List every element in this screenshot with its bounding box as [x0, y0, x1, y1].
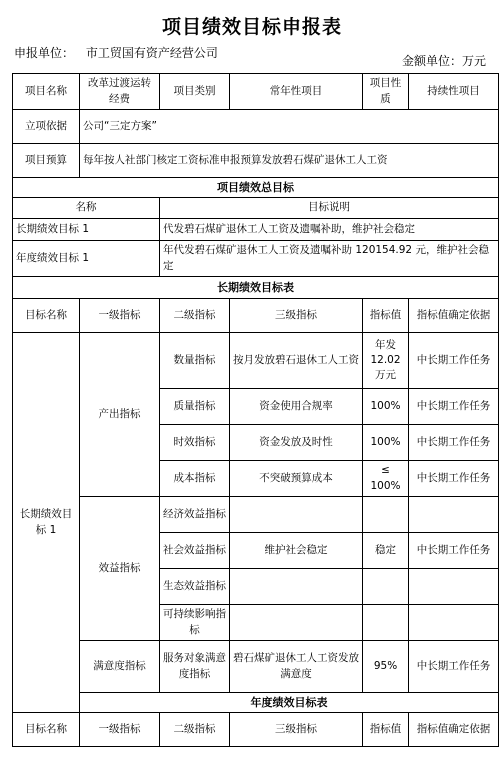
level3-indicator: 碧石煤矿退休工人工资发放满意度 [230, 641, 363, 693]
amount-unit: 金额单位：万元 [401, 54, 486, 68]
overall-goal-desc: 代发碧石煤矿退休工人工资及遗嘱补助，维护社会稳定 [160, 219, 499, 241]
indicator-value: ≤ 100% [363, 461, 409, 497]
level2-indicator: 数量指标 [160, 333, 230, 389]
indicator-value [363, 605, 409, 641]
overall-col-name: 名称 [13, 198, 160, 219]
indicator-basis [409, 569, 499, 605]
level2-indicator: 可持续影响指标 [160, 605, 230, 641]
project-name-label: 项目名称 [13, 74, 80, 110]
longterm-section-title: 长期绩效目标表 [13, 277, 499, 299]
applicant-label: 申报单位： [14, 46, 75, 60]
overall-col-desc: 目标说明 [160, 198, 499, 219]
annual-col-header: 指标值确定依据 [409, 713, 499, 747]
indicator-value: 100% [363, 389, 409, 425]
indicator-basis: 中长期工作任务 [409, 425, 499, 461]
basis-label: 立项依据 [13, 110, 80, 144]
longterm-col-header: 指标值 [363, 299, 409, 333]
level3-indicator [230, 497, 363, 533]
overall-goal-name: 长期绩效目标 1 [13, 219, 160, 241]
project-nature-label: 项目性质 [363, 74, 409, 110]
level1-benefit: 效益指标 [80, 497, 160, 641]
level2-indicator: 社会效益指标 [160, 533, 230, 569]
basis-value: 公司“三定方案” [80, 110, 499, 144]
indicator-basis: 中长期工作任务 [409, 461, 499, 497]
level3-indicator: 资金使用合规率 [230, 389, 363, 425]
project-type-value: 常年性项目 [230, 74, 363, 110]
level3-indicator: 资金发放及时性 [230, 425, 363, 461]
indicator-basis [409, 497, 499, 533]
indicator-basis: 中长期工作任务 [409, 389, 499, 425]
annual-col-header: 目标名称 [13, 713, 80, 747]
annual-col-header: 三级指标 [230, 713, 363, 747]
project-nature-value: 持续性项目 [409, 74, 499, 110]
indicator-value [363, 569, 409, 605]
level2-indicator: 经济效益指标 [160, 497, 230, 533]
level3-indicator: 不突破预算成本 [230, 461, 363, 497]
indicator-basis: 中长期工作任务 [409, 533, 499, 569]
level3-indicator: 按月发放碧石退休工人工资 [230, 333, 363, 389]
project-name-value: 改革过渡运转经费 [80, 74, 160, 110]
level2-indicator: 成本指标 [160, 461, 230, 497]
overall-goal-name: 年度绩效目标 1 [13, 241, 160, 277]
level2-indicator: 生态效益指标 [160, 569, 230, 605]
level2-indicator: 服务对象满意度指标 [160, 641, 230, 693]
longterm-col-header: 指标值确定依据 [409, 299, 499, 333]
longterm-col-header: 三级指标 [230, 299, 363, 333]
applicant-value: 市工贸国有资产经营公司 [85, 46, 218, 60]
annual-section-title: 年度绩效目标表 [80, 693, 499, 713]
level1-output: 产出指标 [80, 333, 160, 497]
level2-indicator: 时效指标 [160, 425, 230, 461]
applicant-line [14, 44, 218, 61]
indicator-basis: 中长期工作任务 [409, 333, 499, 389]
longterm-col-header: 二级指标 [160, 299, 230, 333]
annual-col-header: 二级指标 [160, 713, 230, 747]
indicator-basis [409, 605, 499, 641]
indicator-basis: 中长期工作任务 [409, 641, 499, 693]
longterm-col-header: 一级指标 [80, 299, 160, 333]
indicator-value: 稳定 [363, 533, 409, 569]
indicator-value [363, 497, 409, 533]
level3-indicator [230, 605, 363, 641]
budget-label: 项目预算 [13, 144, 80, 178]
level3-indicator: 维护社会稳定 [230, 533, 363, 569]
indicator-value: 100% [363, 425, 409, 461]
overall-goal-desc: 年代发碧石煤矿退休工人工资及遗嘱补助 120154.92 元，维护社会稳定 [160, 241, 499, 277]
level3-indicator [230, 569, 363, 605]
annual-col-header: 一级指标 [80, 713, 160, 747]
performance-table [12, 73, 499, 747]
longterm-goal-name: 长期绩效目标 1 [13, 333, 80, 713]
annual-col-header: 指标值 [363, 713, 409, 747]
level2-indicator: 质量指标 [160, 389, 230, 425]
longterm-col-header: 目标名称 [13, 299, 80, 333]
project-type-label: 项目类别 [160, 74, 230, 110]
budget-value: 每年按人社部门核定工资标准申报预算发放碧石煤矿退休工人工资 [80, 144, 499, 178]
indicator-value: 年发 12.02 万元 [363, 333, 409, 389]
indicator-value: 95% [363, 641, 409, 693]
level1-satisfaction: 满意度指标 [80, 641, 160, 693]
document-title: 项目绩效目标申报表 [161, 16, 342, 38]
overall-section-title: 项目绩效总目标 [13, 178, 499, 198]
